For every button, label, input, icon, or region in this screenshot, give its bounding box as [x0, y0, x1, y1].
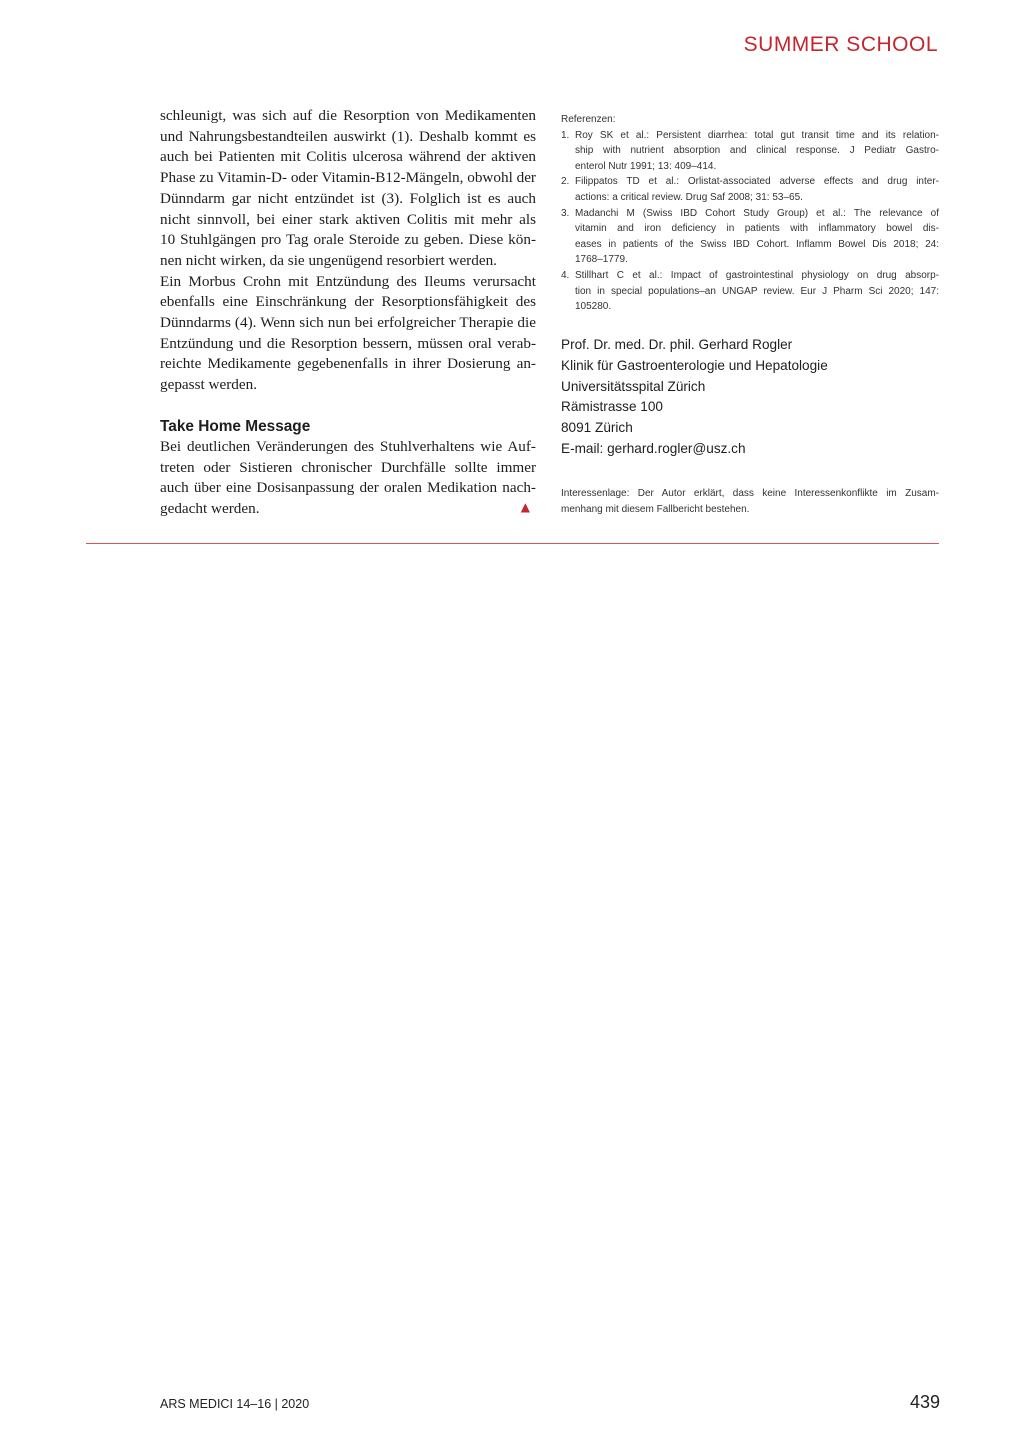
- author-name: Prof. Dr. med. Dr. phil. Gerhard Rogler: [561, 337, 793, 352]
- author-hospital: Universitätsspital Zürich: [561, 378, 706, 394]
- body-line: Dünndarm gar nicht entzündet ist (3). Folglich ist es auch: [160, 189, 536, 207]
- take-home-paragraph: [160, 437, 536, 520]
- body-line: 10 Stuhlgängen pro Tag orale Steroide zu geben. Diese kön-: [160, 231, 536, 249]
- body-line: Bei deutlichen Veränderungen des Stuhlverhaltens wie Auf-: [160, 437, 536, 455]
- reference-line: Madanchi M (Swiss IBD Cohort Study Group) et al.: The relevance of: [575, 207, 939, 219]
- body-column: [160, 106, 536, 520]
- reference-number: 3.: [561, 207, 570, 219]
- section-title: SUMMER SCHOOL: [743, 33, 938, 56]
- end-marker-icon: ▲: [520, 499, 530, 514]
- body-line: Phase zu Vitamin-D- oder Vitamin-B12-Mängeln, obwohl der: [160, 169, 536, 187]
- reference-number: 1.: [561, 129, 570, 141]
- reference-item: [561, 128, 939, 175]
- interest-line: menhang mit diesem Fallbericht bestehen.: [561, 503, 750, 515]
- conflict-of-interest: [561, 486, 939, 517]
- body-line: Dünndarms (4). Wenn sich nun bei erfolgreicher Therapie die: [160, 314, 536, 332]
- body-line: reichte Medikamente gegebenenfalls in ihrer Dosierung an-: [160, 355, 536, 373]
- body-line: Ein Morbus Crohn mit Entzündung des Ileums verursacht: [160, 272, 536, 290]
- paragraph-2: [160, 272, 536, 396]
- reference-line: 105280.: [575, 301, 612, 313]
- body-line: Entzündung und die Resorption bessern, müssen oral verab-: [160, 334, 536, 352]
- author-clinic: Klinik für Gastroenterologie und Hepatologie: [561, 357, 828, 373]
- body-line: nen nicht wirken, da sie ungenügend resorbiert werden.: [160, 251, 497, 269]
- body-line: und Nahrungsbestandteilen auswirkt (1). Deshalb kommt es: [160, 127, 536, 145]
- reference-item: [561, 268, 939, 315]
- author-address: [561, 335, 828, 460]
- body-line: schleunigt, was sich auf die Resorption von Medikamenten: [160, 107, 536, 124]
- reference-line: actions: a critical review. Drug Saf 2008; 31: 53–65.: [575, 191, 803, 203]
- body-line: treten oder Sistieren chronischer Durchfälle sollte immer: [160, 458, 536, 476]
- divider-rule: [86, 543, 939, 544]
- references-label: Referenzen:: [561, 114, 616, 125]
- reference-line: Roy SK et al.: Persistent diarrhea: total gut transit time and its relation-: [575, 129, 939, 141]
- author-street: Rämistrasse 100: [561, 399, 663, 415]
- body-line: auch über eine Dosisanpassung der oralen Medikation nach-: [160, 479, 536, 497]
- reference-number: 4.: [561, 269, 570, 281]
- reference-number: 2.: [561, 176, 570, 188]
- reference-line: Stillhart C et al.: Impact of gastrointestinal physiology on drug absorp-: [575, 269, 939, 281]
- references: [561, 112, 939, 315]
- reference-line: 1768–1779.: [575, 254, 628, 266]
- reference-line: enterol Nutr 1991; 13: 409–414.: [575, 160, 717, 172]
- body-line: auch bei Patienten mit Colitis ulcerosa während der aktiven: [160, 148, 536, 166]
- body-line: nicht sinnvoll, bei einer stark aktiven Colitis mit mehr als: [160, 210, 536, 228]
- reference-line: eases in patients of the Swiss IBD Cohort. Inflamm Bowel Dis 2018; 24:: [575, 238, 939, 250]
- reference-item: [561, 206, 939, 268]
- paragraph-1: [160, 106, 536, 272]
- reference-item: [561, 174, 939, 205]
- footer-publication: ARS MEDICI 14–16 | 2020: [160, 1397, 310, 1411]
- take-home-heading: Take Home Message: [160, 417, 311, 435]
- body-line: gepasst werden.: [160, 376, 257, 394]
- reference-line: Filippatos TD et al.: Orlistat-associated adverse effects and drug inter-: [575, 176, 939, 188]
- reference-line: vitamin and iron deficiency in patients with inflammatory bowel dis-: [575, 223, 939, 235]
- reference-line: ship with nutrient absorption and clinical response. J Pediatr Gastro-: [575, 145, 939, 157]
- body-line: gedacht werden.: [160, 499, 260, 517]
- body-line: ebenfalls eine Einschränkung der Resorptionsfähigkeit des: [160, 293, 536, 311]
- author-email: E-mail: gerhard.rogler@usz.ch: [561, 440, 746, 456]
- reference-line: tion in special populations–an UNGAP review. Eur J Pharm Sci 2020; 147:: [575, 285, 939, 297]
- interest-line: Interessenlage: Der Autor erklärt, dass keine Interessenkonflikte im Zusam-: [561, 488, 939, 499]
- author-city: 8091 Zürich: [561, 420, 633, 436]
- page-number: 439: [909, 1392, 940, 1412]
